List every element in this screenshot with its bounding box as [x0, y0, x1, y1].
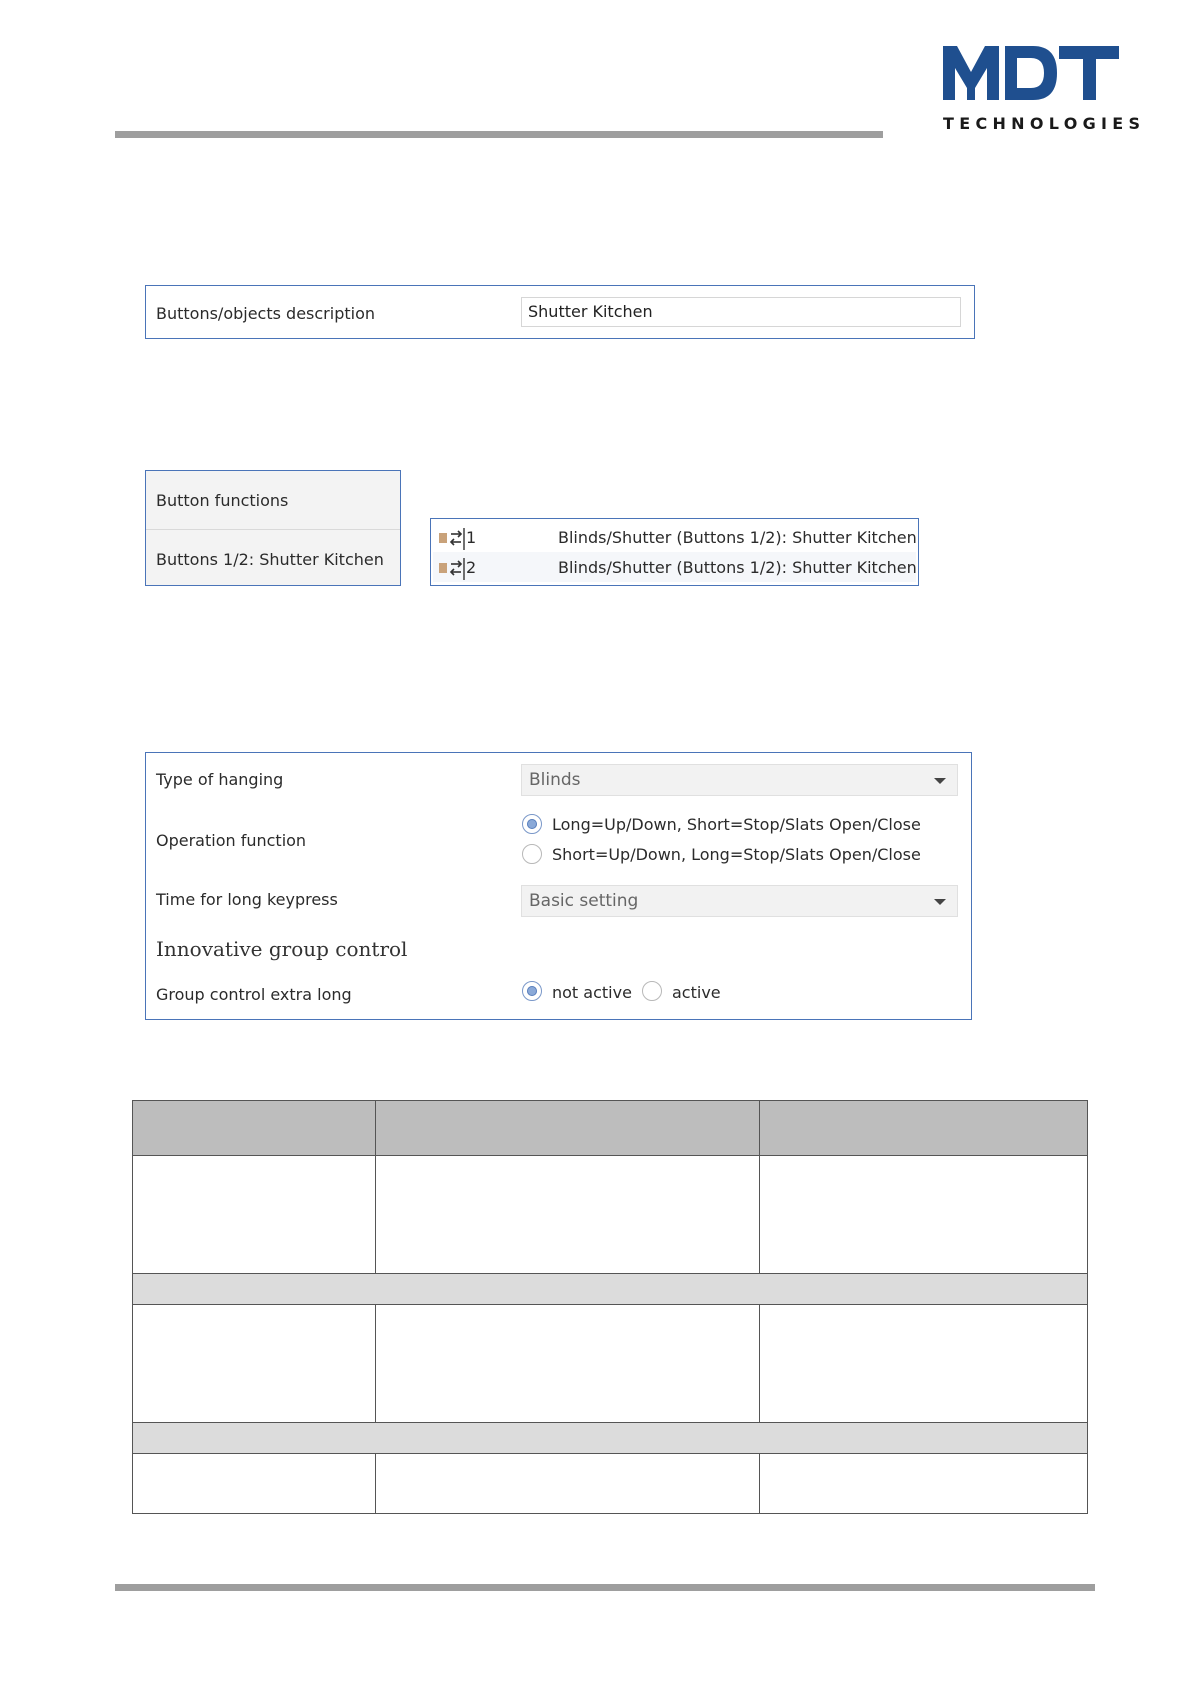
- table-header-row: [133, 1101, 1088, 1156]
- innovative-group-control-title: Innovative group control: [156, 937, 408, 961]
- operation-option-2-label[interactable]: Short=Up/Down, Long=Stop/Slats Open/Close: [552, 845, 921, 864]
- table-row: [133, 1156, 1088, 1274]
- table-cell: [760, 1305, 1088, 1423]
- table-cell: [760, 1454, 1088, 1514]
- description-label: Buttons/objects description: [156, 304, 376, 323]
- time-long-keypress-label: Time for long keypress: [156, 890, 338, 909]
- table-cell: [133, 1305, 376, 1423]
- time-long-keypress-value: Basic setting: [529, 891, 639, 911]
- group-control-not-active-radio[interactable]: [522, 981, 542, 1001]
- object-number: 1: [466, 528, 477, 547]
- button-functions-panel: [145, 470, 401, 586]
- type-of-hanging-label: Type of hanging: [156, 770, 284, 789]
- button-functions-header: Button functions: [156, 491, 289, 510]
- table-section-row: [133, 1423, 1088, 1454]
- table-cell: [376, 1454, 760, 1514]
- chevron-down-icon: [934, 899, 946, 905]
- mdt-logo-mark: [943, 42, 1120, 102]
- table-cell: [760, 1156, 1088, 1274]
- table-cell: [376, 1156, 760, 1274]
- objects-panel: [430, 518, 919, 586]
- table-section-cell: [133, 1423, 1088, 1454]
- table-header-cell: [376, 1101, 760, 1156]
- table-cell: [133, 1156, 376, 1274]
- description-panel: [145, 285, 975, 339]
- group-control-active-label[interactable]: active: [672, 983, 721, 1002]
- parameter-table: [132, 1100, 1088, 1514]
- table-row: [133, 1454, 1088, 1514]
- table-row: [133, 1305, 1088, 1423]
- type-of-hanging-value: Blinds: [529, 770, 581, 790]
- time-long-keypress-dropdown[interactable]: [521, 885, 958, 917]
- table-section-row: [133, 1274, 1088, 1305]
- table-cell: [376, 1305, 760, 1423]
- button-functions-item[interactable]: Buttons 1/2: Shutter Kitchen: [156, 550, 384, 569]
- object-number: 2: [466, 558, 477, 577]
- object-text: Blinds/Shutter (Buttons 1/2): Shutter Kitchen: [558, 558, 917, 577]
- blinds-object-icon: [439, 558, 469, 578]
- mdt-logo: [943, 42, 1146, 138]
- table-header-cell: [760, 1101, 1088, 1156]
- chevron-down-icon: [934, 778, 946, 784]
- operation-option-1-label[interactable]: Long=Up/Down, Short=Stop/Slats Open/Close: [552, 815, 921, 834]
- settings-panel: [145, 752, 972, 1020]
- object-row[interactable]: [433, 552, 916, 582]
- object-row[interactable]: [433, 521, 916, 551]
- table-cell: [133, 1454, 376, 1514]
- group-control-label: Group control extra long: [156, 985, 352, 1004]
- operation-option-2-radio[interactable]: [522, 844, 542, 864]
- group-control-not-active-label[interactable]: not active: [552, 983, 632, 1002]
- button-functions-divider: [146, 529, 400, 530]
- table-header-cell: [133, 1101, 376, 1156]
- object-text: Blinds/Shutter (Buttons 1/2): Shutter Kitchen: [558, 528, 917, 547]
- group-control-active-radio[interactable]: [642, 981, 662, 1001]
- operation-option-1-radio[interactable]: [522, 814, 542, 834]
- type-of-hanging-dropdown[interactable]: [521, 764, 958, 796]
- description-input[interactable]: Shutter Kitchen: [521, 297, 961, 327]
- table-section-cell: [133, 1274, 1088, 1305]
- header-rule: [115, 131, 883, 138]
- logo-subtitle: TECHNOLOGIES: [943, 114, 1146, 133]
- footer-rule: [115, 1584, 1095, 1591]
- blinds-object-icon: [439, 528, 469, 548]
- operation-function-label: Operation function: [156, 831, 307, 850]
